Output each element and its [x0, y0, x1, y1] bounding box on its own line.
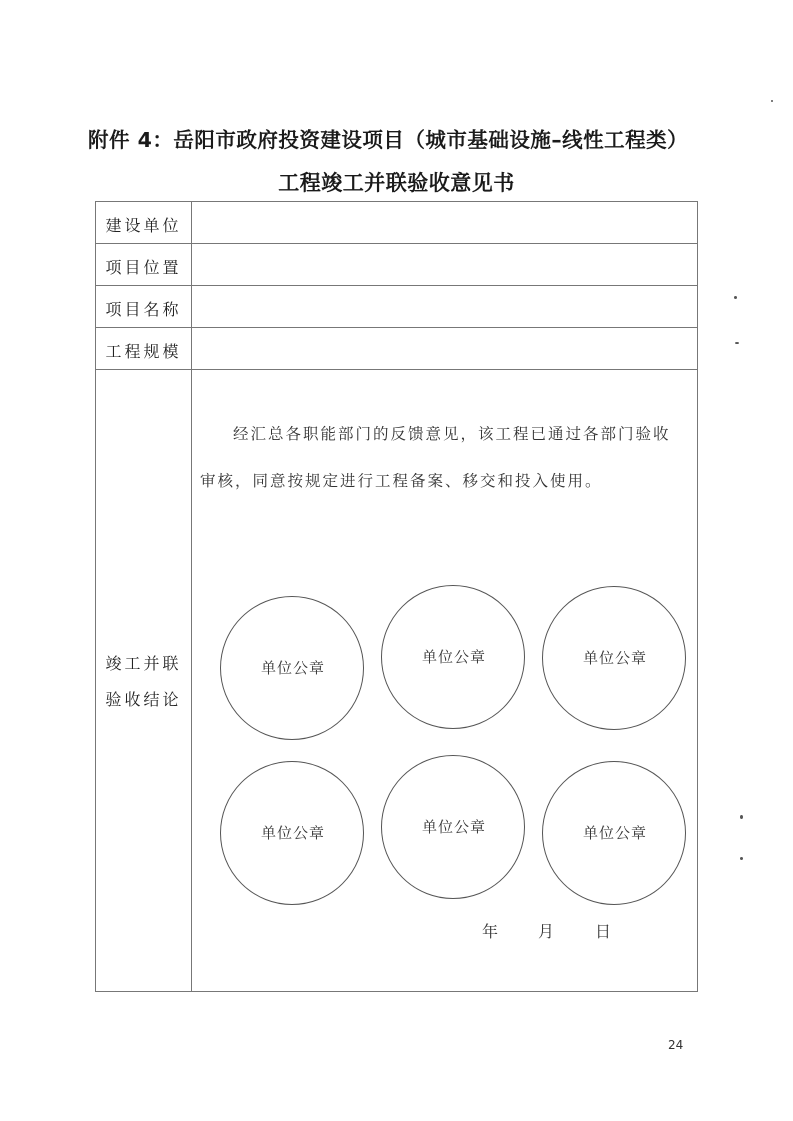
- scan-speck: [734, 296, 737, 299]
- seal-label: 单位公章: [582, 649, 647, 667]
- seal-label: 单位公章: [260, 659, 325, 677]
- row-label-project-scale: 工程规模: [105, 342, 182, 361]
- opinion-text-line1: 经汇总各职能部门的反馈意见，该工程已通过各部门验收: [233, 425, 671, 443]
- page-number: 24: [668, 1038, 684, 1052]
- seal-label: 单位公章: [260, 824, 325, 842]
- scan-speck: [740, 815, 743, 819]
- unit-seal-circle: [542, 761, 686, 905]
- scan-speck: [771, 100, 773, 102]
- scan-speck: [740, 857, 743, 860]
- date-month: 月: [538, 922, 555, 941]
- seal-label: 单位公章: [582, 824, 647, 842]
- document-title-line1: 附件 4：岳阳市政府投资建设项目（城市基础设施–线性工程类）: [88, 128, 689, 152]
- column-divider: [191, 202, 192, 991]
- row-divider: [96, 243, 697, 244]
- conclusion-label: [96, 646, 191, 718]
- unit-seal-circle: [542, 586, 686, 730]
- conclusion-label-line2: 验收结论: [105, 690, 182, 709]
- row-divider: [96, 285, 697, 286]
- acceptance-form-table: [95, 201, 698, 992]
- unit-seal-circle: [381, 585, 525, 729]
- seal-label: 单位公章: [421, 818, 486, 836]
- row-label-project-location: 项目位置: [105, 258, 182, 277]
- row-divider: [96, 369, 697, 370]
- unit-seal-circle: [220, 761, 364, 905]
- unit-seal-circle: [381, 755, 525, 899]
- date-day: 日: [595, 922, 612, 941]
- document-title-line2: 工程竣工并联验收意见书: [278, 171, 515, 195]
- row-label-construction-unit: 建设单位: [105, 216, 182, 235]
- opinion-text-line2: 审核，同意按规定进行工程备案、移交和投入使用。: [200, 472, 603, 490]
- unit-seal-circle: [220, 596, 364, 740]
- row-divider: [96, 327, 697, 328]
- seal-label: 单位公章: [421, 648, 486, 666]
- conclusion-label-line1: 竣工并联: [105, 654, 182, 673]
- date-year: 年: [482, 922, 499, 941]
- row-label-project-name: 项目名称: [105, 300, 182, 319]
- scan-speck: [735, 342, 739, 344]
